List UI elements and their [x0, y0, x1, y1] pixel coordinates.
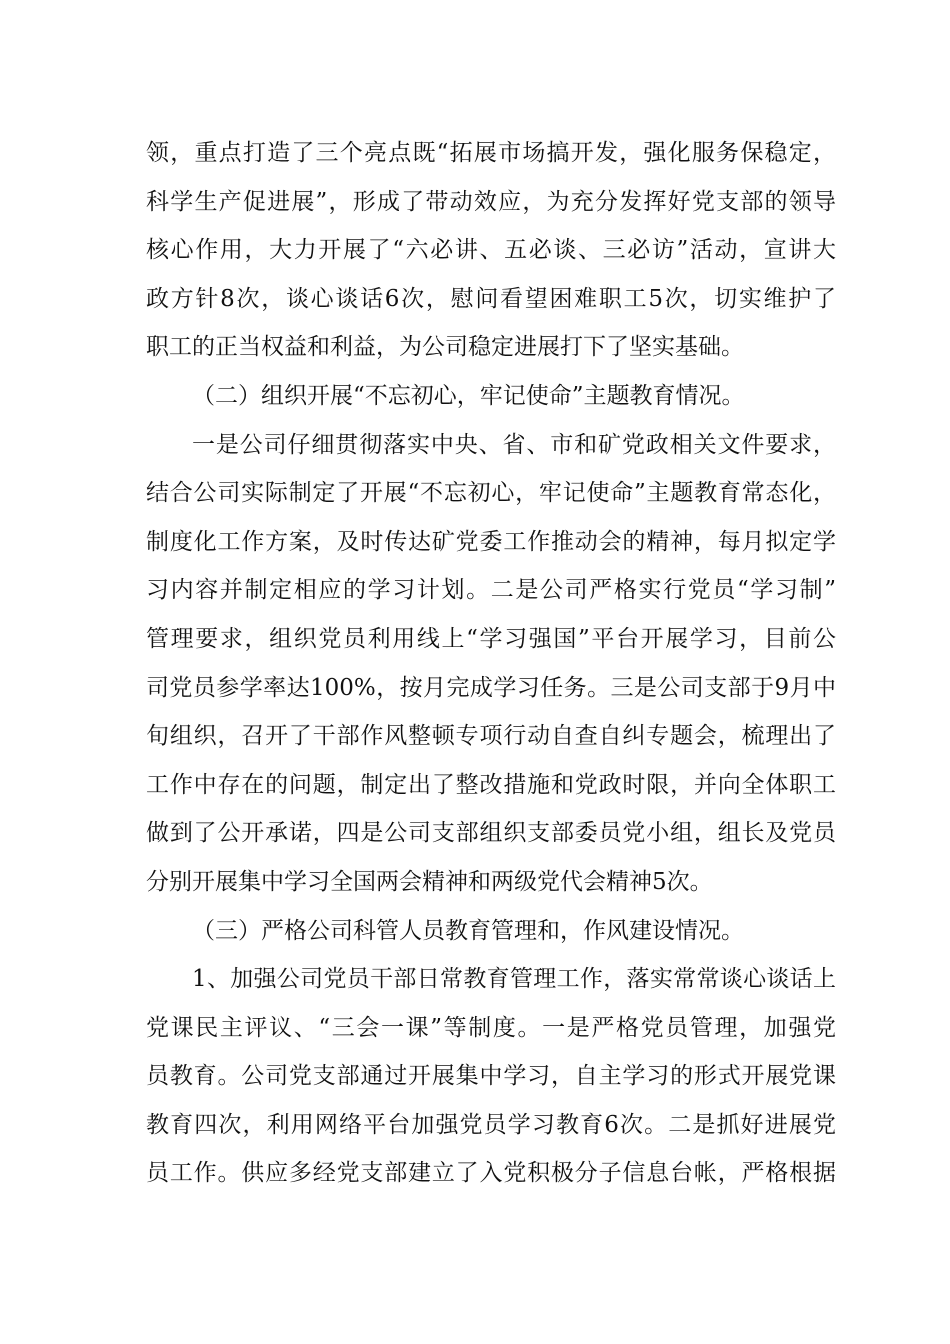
text-line: 结合公司实际制定了开展“不忘初心，牢记使命”主题教育常态化，	[146, 480, 836, 507]
text-line: 员工作。供应多经党支部建立了入党积极分子信息台帐，严格根据	[146, 1160, 836, 1187]
text-line: 核心作用，大力开展了“六必讲、五必谈、三必访”活动，宣讲大	[146, 237, 836, 264]
section-heading: （二）组织开展“不忘初心，牢记使命”主题教育情况。	[192, 382, 745, 409]
text-line: 管理要求，组织党员利用线上“学习强国”平台开展学习，目前公	[146, 625, 836, 652]
section-heading: （三）严格公司科管人员教育管理和，作风建设情况。	[192, 917, 744, 944]
text-line: 政方针8次，谈心谈话6次，慰问看望困难职工5次，切实维护了	[146, 285, 836, 312]
text-line: 制度化工作方案，及时传达矿党委工作推动会的精神，每月拟定学	[146, 528, 836, 555]
text-line: 做到了公开承诺，四是公司支部组织支部委员党小组，组长及党员	[146, 820, 836, 847]
text-line: 科学生产促进展”，形成了带动效应，为充分发挥好党支部的领导	[146, 188, 836, 215]
text-line: 司党员参学率达100%，按月完成学习任务。三是公司支部于9月中	[146, 674, 836, 701]
text-line: 领，重点打造了三个亮点既“拓展市场搞开发，强化服务保稳定，	[146, 140, 836, 166]
text-line: 1、加强公司党员干部日常教育管理工作，落实常常谈心谈话上	[192, 966, 836, 993]
text-line: 职工的正当权益和利益，为公司稳定进展打下了坚实基础。	[146, 334, 744, 361]
document-body	[146, 129, 836, 1198]
text-line: 党课民主评议、“三会一课”等制度。一是严格党员管理，加强党	[146, 1014, 836, 1041]
text-line: 员教育。公司党支部通过开展集中学习，自主学习的形式开展党课	[146, 1063, 836, 1090]
text-line: 分别开展集中学习全国两会精神和两级党代会精神5次。	[146, 868, 713, 895]
text-line: 一是公司仔细贯彻落实中央、省、市和矿党政相关文件要求，	[192, 431, 836, 458]
text-line: 旬组织，召开了干部作风整顿专项行动自查自纠专题会，梳理出了	[146, 723, 836, 750]
text-line: 习内容并制定相应的学习计划。二是公司严格实行党员“学习制”	[146, 577, 836, 604]
text-line: 教育四次，利用网络平台加强党员学习教育6次。二是抓好进展党	[146, 1111, 836, 1138]
text-line: 工作中存在的问题，制定出了整改措施和党政时限，并向全体职工	[146, 771, 836, 798]
